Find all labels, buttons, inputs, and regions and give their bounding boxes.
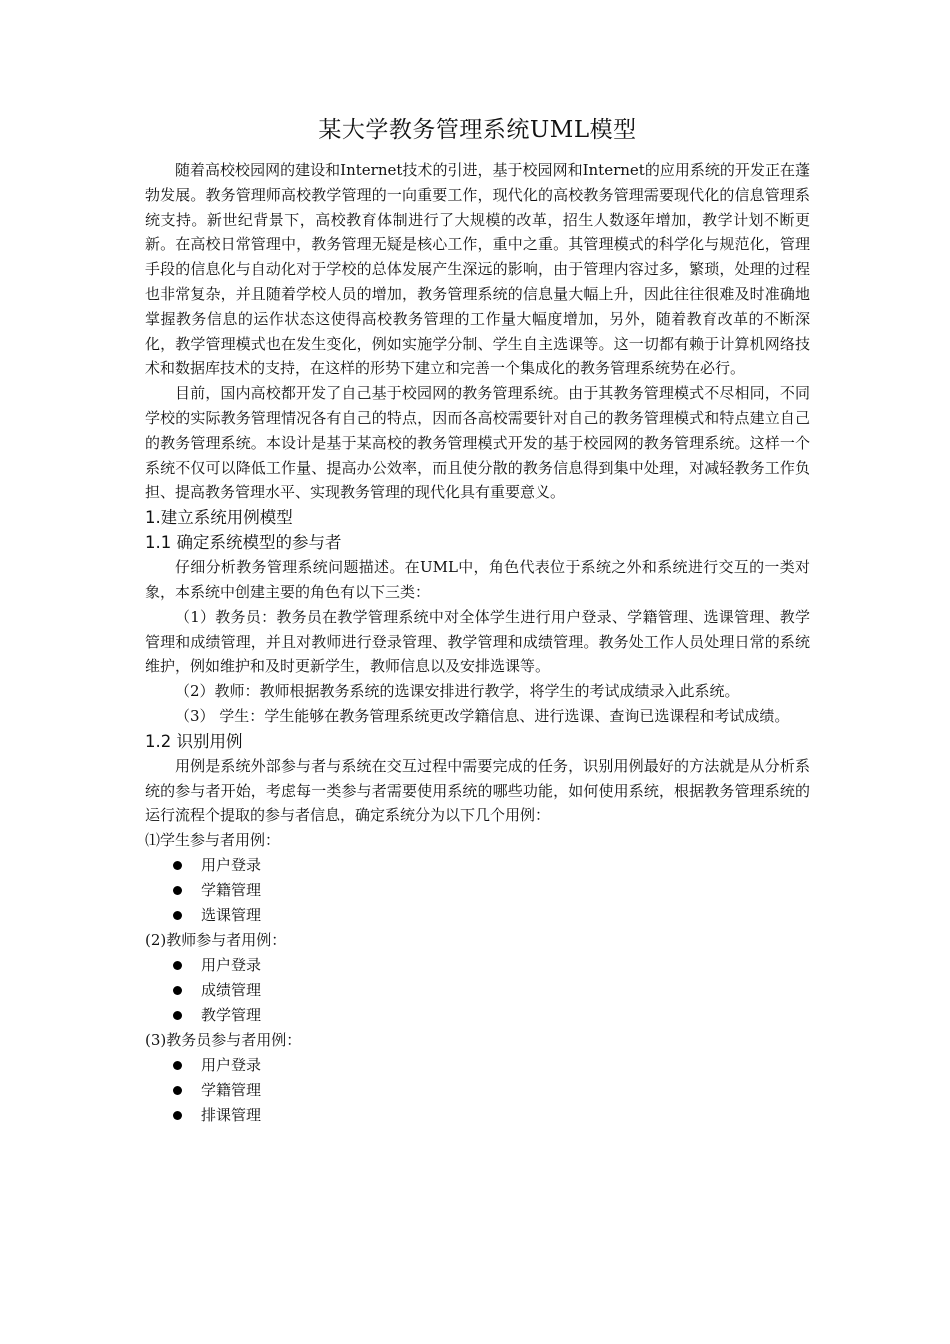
list-item — [173, 1078, 810, 1103]
bullet-icon — [173, 1011, 182, 1020]
bullet-icon — [173, 1111, 182, 1120]
use-case-group-teacher — [145, 928, 810, 1028]
list-item-label: 学籍管理 — [201, 1081, 262, 1100]
use-case-group-academic-staff — [145, 1028, 810, 1128]
intro-paragraph-1: 随着高校校园网的建设和Internet技术的引进，基于校园网和Internet的应用系统的开发正在蓬勃发展。教务管理师高校教学管理的一向重要工作，现代化的高校教务管理需要现代化的信息管理系统支持。新世纪背景下，高校教育体制进行了大规模的改革，招生人数逐年增加，教学计划不断更新。在高校日常管理中，教务管理无疑是核心工作，重中之重。其管理模式的科学化与规范化，管理手段的信息化与自动化对于学校的总体发展产生深远的影响，由于管理内容过多，繁琐，处理的过程也非常复杂，并且随着学校人员的增加，教务管理系统的信息量大幅上升，因此往往很难及时准确地掌握教务信息的运作状态这使得高校教务管理的工作量大幅度增加，另外，随着教育改革的不断深化，教学管理模式也在发生变化，例如实施学分制、学生自主选课等。这一切都有赖于计算机网络技术和数据库技术的支持，在这样的形势下建立和完善一个集成化的教务管理系统势在必行。 — [145, 161, 810, 378]
bullet-icon — [173, 911, 182, 920]
bullet-icon — [173, 886, 182, 895]
list-item-label: 用户登录 — [201, 856, 262, 875]
bullet-icon — [173, 1061, 182, 1070]
list-item — [173, 1003, 810, 1028]
section-1-1-intro: 仔细分析教务管理系统问题描述。在UML中，角色代表位于系统之外和系统进行交互的一类对象，本系统中创建主要的角色有以下三类： — [145, 558, 810, 601]
list-item — [173, 1103, 810, 1128]
document-title: 某大学教务管理系统UML模型 — [318, 117, 637, 143]
use-case-group-label: (2)教师参与者用例： — [145, 931, 287, 950]
section-1-1-heading: 1.1 确定系统模型的参与者 — [145, 533, 342, 553]
list-item — [173, 978, 810, 1003]
list-item — [173, 903, 810, 928]
list-item-label: 成绩管理 — [201, 981, 262, 1000]
use-case-list — [145, 853, 810, 928]
list-item-label: 用户登录 — [201, 956, 262, 975]
bullet-icon — [173, 861, 182, 870]
list-item-label: 学籍管理 — [201, 881, 262, 900]
section-1-heading: 1.建立系统用例模型 — [145, 508, 293, 528]
intro-paragraph-2: 目前，国内高校都开发了自己基于校园网的教务管理系统。由于其教务管理模式不尽相同，不同学校的实际教务管理情况各有自己的特点，因而各高校需要针对自己的教务管理模式和特点建立自己的教务管理系统。本设计是基于某高校的教务管理模式开发的基于校园网的教务管理系统。这样一个系统不仅可以降低工作量、提高办公效率，而且使分散的教务信息得到集中处理，对减轻教务工作负担、提高教务管理水平、实现教务管理的现代化具有重要意义。 — [145, 384, 810, 502]
list-item-label: 选课管理 — [201, 906, 262, 925]
use-case-group-label: (3)教务员参与者用例： — [145, 1031, 302, 1050]
use-case-group-student — [145, 828, 810, 928]
list-item-label: 排课管理 — [201, 1106, 262, 1125]
section-1-2-intro: 用例是系统外部参与者与系统在交互过程中需要完成的任务，识别用例最好的方法就是从分析系统的参与者开始，考虑每一类参与者需要使用系统的哪些功能，如何使用系统，根据教务管理系统的运行流程个提取的参与者信息，确定系统分为以下几个用例： — [145, 756, 810, 825]
list-item-label: 教学管理 — [201, 1006, 262, 1025]
role-paragraph-academic-staff: （1）教务员：教务员在教学管理系统中对全体学生进行用户登录、学籍管理、选课管理、教学管理和成绩管理，并且对教师进行登录管理、教学管理和成绩管理。教务处工作人员处理日常的系统维护，例如维护和及时更新学生，教师信息以及安排选课等。 — [145, 607, 810, 676]
use-case-list — [145, 1053, 810, 1128]
section-1-2-heading: 1.2 识别用例 — [145, 731, 243, 751]
list-item — [173, 878, 810, 903]
list-item — [173, 853, 810, 878]
bullet-icon — [173, 986, 182, 995]
use-case-list — [145, 953, 810, 1028]
list-item — [173, 953, 810, 978]
bullet-icon — [173, 1086, 182, 1095]
bullet-icon — [173, 961, 182, 970]
role-paragraph-teacher: （2）教师：教师根据教务系统的选课安排进行教学，将学生的考试成绩录入此系统。 — [175, 682, 740, 701]
use-case-group-label: ⑴学生参与者用例： — [145, 831, 281, 850]
list-item-label: 用户登录 — [201, 1056, 262, 1075]
list-item — [173, 1053, 810, 1078]
document-page — [145, 110, 810, 1128]
role-paragraph-student: （3） 学生：学生能够在教务管理系统更改学籍信息、进行选课、查询已选课程和考试成绩。 — [175, 706, 790, 725]
